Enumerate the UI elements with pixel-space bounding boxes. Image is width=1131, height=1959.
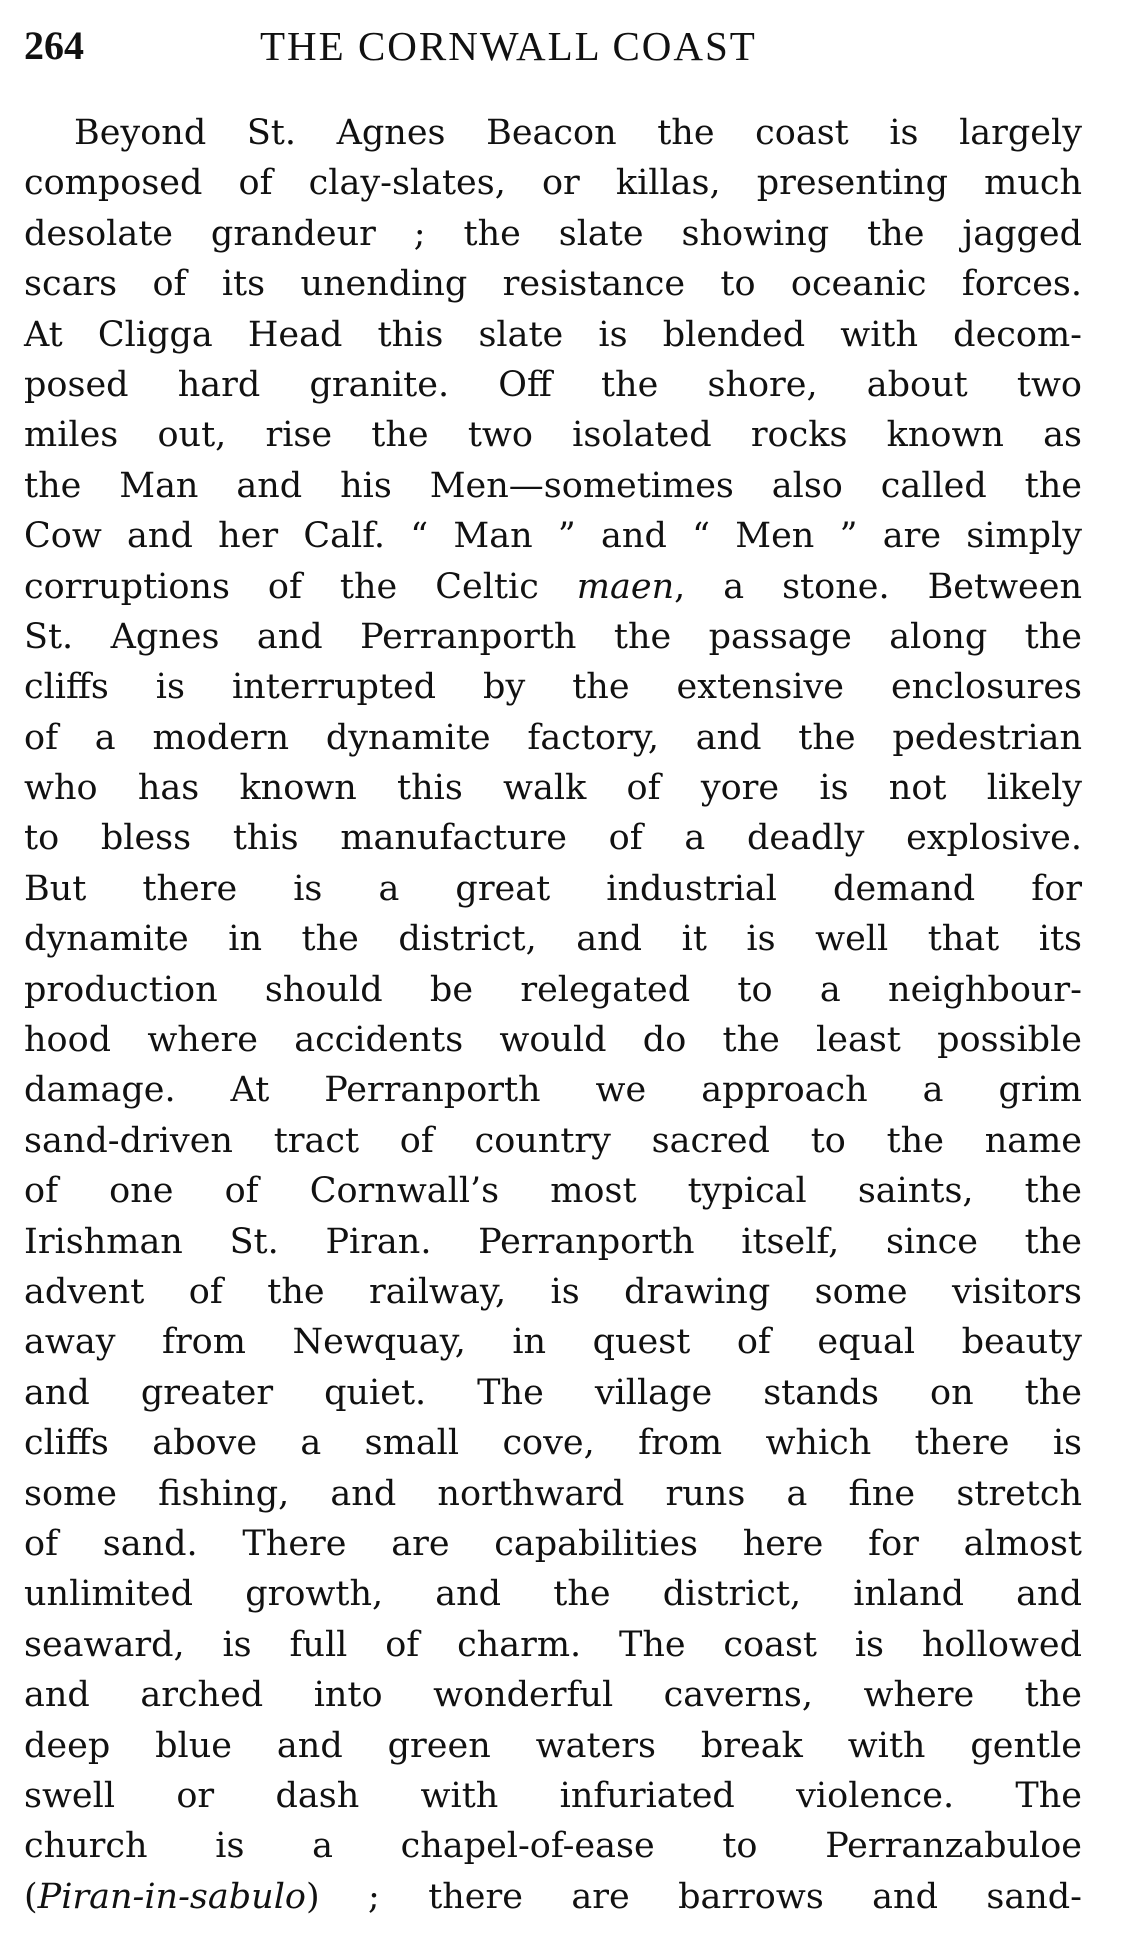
text-segment: of sand. There are capabilities here for almost: [24, 1523, 1082, 1564]
text-line: [24, 813, 1082, 863]
text-segment: (: [24, 1876, 38, 1917]
text-line: [24, 1166, 1082, 1216]
text-line: [24, 1872, 1082, 1922]
text-line: [24, 1670, 1082, 1720]
text-segment: away from Newquay, in quest of equal beauty: [24, 1322, 1082, 1363]
text-line: [24, 562, 1082, 612]
text-line: [24, 1569, 1082, 1619]
text-segment: , a stone. Between: [674, 566, 1082, 607]
text-segment: unlimited growth, and the district, inland and: [24, 1574, 1082, 1615]
text-line: [24, 864, 1082, 914]
text-segment: cliffs above a small cove, from which there is: [24, 1423, 1082, 1464]
text-line: [24, 612, 1082, 662]
text-line: [24, 1368, 1082, 1418]
text-segment: Irishman St. Piran. Perranporth itself, since the: [24, 1221, 1082, 1262]
running-title: THE CORNWALL COAST: [260, 23, 757, 69]
text-line: [24, 511, 1082, 561]
text-line: [24, 713, 1082, 763]
text-segment: to bless this manufacture of a deadly explosive.: [24, 818, 1082, 859]
text-segment: desolate grandeur ; the slate showing the jagged: [24, 213, 1082, 254]
text-line: [24, 1418, 1082, 1468]
text-segment: ) ; there are barrows and sand-: [305, 1876, 1082, 1917]
text-segment: who has known this walk of yore is not likely: [24, 768, 1082, 809]
text-segment: the Man and his Men—sometimes also called the: [24, 465, 1082, 506]
text-segment: St. Agnes and Perranporth the passage along the: [24, 616, 1082, 657]
text-line: [24, 763, 1082, 813]
text-segment: posed hard granite. Off the shore, about two: [24, 364, 1082, 405]
text-segment: of a modern dynamite factory, and the pedestrian: [24, 717, 1082, 758]
text-line: [24, 1821, 1082, 1871]
text-line: [24, 914, 1082, 964]
text-segment: of one of Cornwall’s most typical saints, the: [24, 1171, 1082, 1212]
text-segment: some fishing, and northward runs a fine stretch: [24, 1473, 1082, 1514]
text-segment: composed of clay-slates, or killas, presenting much: [24, 163, 1082, 204]
text-segment: church is a chapel-of-ease to Perranzabuloe: [24, 1826, 1082, 1867]
text-line: [24, 965, 1082, 1015]
text-segment: damage. At Perranporth we approach a grim: [24, 1070, 1082, 1111]
text-segment: deep blue and green waters break with gentle: [24, 1725, 1082, 1766]
text-segment: scars of its unending resistance to oceanic forces.: [24, 264, 1082, 305]
text-line: [24, 259, 1082, 309]
text-segment: Beyond St. Agnes Beacon the coast is largely: [74, 113, 1082, 153]
text-line: [24, 662, 1082, 712]
text-segment: advent of the railway, is drawing some visitors: [24, 1271, 1082, 1312]
body-text: [24, 108, 1082, 1922]
text-line: [24, 1317, 1082, 1367]
text-line: [24, 360, 1082, 410]
text-segment: sand-driven tract of country sacred to the name: [24, 1120, 1082, 1161]
text-segment: corruptions of the Celtic: [24, 566, 577, 607]
page-number: 264: [24, 23, 84, 68]
text-segment: At Cligga Head this slate is blended with decom-: [24, 314, 1082, 355]
text-line: [24, 1469, 1082, 1519]
text-segment: Cow and her Calf. “ Man ” and “ Men ” are simply: [24, 516, 1082, 557]
text-line: [24, 1267, 1082, 1317]
text-segment: production should be relegated to a neighbour-: [24, 969, 1082, 1010]
text-segment: hood where accidents would do the least possible: [24, 1020, 1082, 1061]
text-line: [24, 1771, 1082, 1821]
text-segment: miles out, rise the two isolated rocks known as: [24, 415, 1082, 456]
italic-text: Piran-in-sabulo: [37, 1876, 306, 1917]
text-line: [24, 158, 1082, 208]
text-line: [24, 1519, 1082, 1569]
text-line: [24, 1015, 1082, 1065]
text-line: [24, 1116, 1082, 1166]
page-header: [24, 18, 1084, 78]
text-line: [24, 209, 1082, 259]
text-line: [24, 1065, 1082, 1115]
text-line: [24, 461, 1082, 511]
text-segment: and greater quiet. The village stands on the: [24, 1372, 1082, 1413]
text-segment: But there is a great industrial demand for: [24, 868, 1082, 909]
text-line: [24, 310, 1082, 360]
text-line: [24, 410, 1082, 460]
text-segment: and arched into wonderful caverns, where the: [24, 1675, 1082, 1716]
text-line: [24, 1721, 1082, 1771]
text-line: [24, 1620, 1082, 1670]
text-segment: swell or dash with infuriated violence. The: [24, 1775, 1082, 1816]
text-line: [24, 1217, 1082, 1267]
text-segment: seaward, is full of charm. The coast is hollowed: [24, 1624, 1082, 1665]
text-segment: dynamite in the district, and it is well that its: [24, 919, 1082, 960]
text-line: [24, 108, 1082, 158]
italic-text: maen: [576, 566, 675, 607]
text-segment: cliffs is interrupted by the extensive enclosures: [24, 667, 1082, 708]
